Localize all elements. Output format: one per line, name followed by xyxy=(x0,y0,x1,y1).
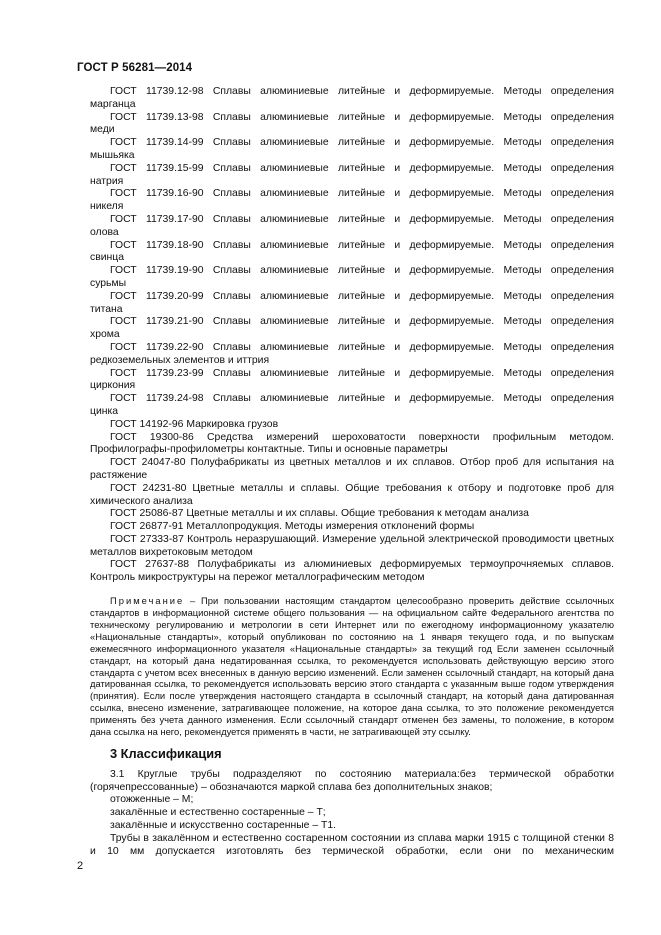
reference-item: ГОСТ 11739.22-90 Сплавы алюминиевые литейные и деформируемые. Методы определения редкоземельных элементов и иттрия xyxy=(90,341,614,366)
reference-item: ГОСТ 24047-80 Полуфабрикаты из цветных металлов и их сплавов. Отбор проб для испытания на растяжение xyxy=(90,457,614,481)
classification-item: отожженные – М; xyxy=(110,794,194,806)
classification-intro: 3.1 Круглые трубы подразделяют по состоянию материала:без термической обработки (горячепрессованные) – обозначаются маркой сплава без дополнительных знаков; xyxy=(90,768,614,793)
reference-item: ГОСТ 14192-96 Маркировка грузов xyxy=(110,418,279,430)
note-label: Примечание xyxy=(110,595,185,607)
note-paragraph xyxy=(90,595,614,738)
reference-list xyxy=(90,86,614,585)
reference-item: ГОСТ 19300-86 Средства измерений шероховатости поверхности профильным методом. Профилографы-профилометры контактные. Типы и основные параметры xyxy=(90,431,614,456)
section-heading: 3 Классификация xyxy=(110,745,222,761)
reference-item: ГОСТ 26877-91 Металлопродукция. Методы измерения отклонений формы xyxy=(110,521,475,533)
reference-item: ГОСТ 27637-88 Полуфабрикаты из алюминиевых деформируемых термоупрочняемых сплавов. Контроль микроструктуры на пережог металлографическим методом xyxy=(90,559,614,584)
reference-item: ГОСТ 11739.19-90 Сплавы алюминиевые литейные и деформируемые. Методы определения сурьмы xyxy=(90,265,614,289)
classification-item: закалённые и искусственно состаренные – Т1. xyxy=(110,819,337,831)
reference-item: ГОСТ 11739.16-90 Сплавы алюминиевые литейные и деформируемые. Методы определения никеля xyxy=(90,188,614,213)
reference-item: ГОСТ 11739.20-99 Сплавы алюминиевые литейные и деформируемые. Методы определения титана xyxy=(90,290,614,315)
reference-item: ГОСТ 11739.15-99 Сплавы алюминиевые литейные и деформируемые. Методы определения натрия xyxy=(90,162,614,187)
document-body xyxy=(90,86,614,858)
reference-item: ГОСТ 27333-87 Контроль неразрушающий. Измерение удельной электрической проводимости цветных металлов вихретоковым методом xyxy=(90,533,614,558)
classification-tail: Трубы в закалённом и естественно состаренном состоянии из сплава марки 1915 с толщиной стенки 8 и 10 мм допускается изготовлять без термической обработки, если они по механическим xyxy=(90,832,614,857)
reference-item: ГОСТ 11739.23-99 Сплавы алюминиевые литейные и деформируемые. Методы определения циркония xyxy=(90,367,614,392)
classification-item: закалённые и естественно состаренные – Т; xyxy=(110,807,326,819)
document-header: ГОСТ Р 56281—2014 xyxy=(77,62,193,74)
reference-item: ГОСТ 11739.12-98 Сплавы алюминиевые литейные и деформируемые. Методы определения марганца xyxy=(90,86,614,110)
reference-item: ГОСТ 11739.18-90 Сплавы алюминиевые литейные и деформируемые. Методы определения свинца xyxy=(90,239,614,264)
reference-item: ГОСТ 11739.24-98 Сплавы алюминиевые литейные и деформируемые. Методы определения цинка xyxy=(90,393,614,417)
page-number: 2 xyxy=(77,860,84,872)
note-text: – При пользовании настоящим стандартом целесообразно проверить действие ссылочных стандартов в информационной системе общего пользования — на официальном сайте Федерального агентства по техническому регулированию и метрологии в сети Интернет или по ежегодному информационному указателю «Национальные стандарты», который опубликован по состоянию на 1 января текущего года, и по выпускам ежемесячного информационного указателя «Национальные стандарты» за текущий год Если заменен ссылочный стандарт, на который дана недатированная ссылка, то рекомендуется использовать действующую версию этого стандарта с учетом всех внесенных в данную версию изменений. Если заменен ссылочный стандарт, на который дана датированная ссылка, то рекомендуется использовать версию этого стандарта с указанным выше годом утверждения (принятия). Если после утверждения настоящего стандарта в ссылочный стандарт, на который дана датированная ссылка, внесено изменение, затрагивающее положение, на которое дана ссылка, то это положение рекомендуется применять без учета данного изменения. Если ссылочный стандарт отменен без замены, то положение, в котором дана ссылка на него, рекомендуется применять в части, не затрагивающей эту ссылку. xyxy=(90,595,615,738)
reference-item: ГОСТ 11739.17-90 Сплавы алюминиевые литейные и деформируемые. Методы определения олова xyxy=(90,213,614,238)
reference-item: ГОСТ 11739.14-99 Сплавы алюминиевые литейные и деформируемые. Методы определения мышьяка xyxy=(90,137,614,161)
reference-item: ГОСТ 11739.13-98 Сплавы алюминиевые литейные и деформируемые. Методы определения меди xyxy=(90,111,614,136)
reference-item: ГОСТ 24231-80 Цветные металлы и сплавы. Общие требования к отбору и подготовке проб для химического анализа xyxy=(90,482,614,507)
reference-item: ГОСТ 11739.21-90 Сплавы алюминиевые литейные и деформируемые. Методы определения хрома xyxy=(90,316,614,341)
reference-item: ГОСТ 25086-87 Цветные металлы и их сплавы. Общие требования к методам анализа xyxy=(110,508,529,520)
